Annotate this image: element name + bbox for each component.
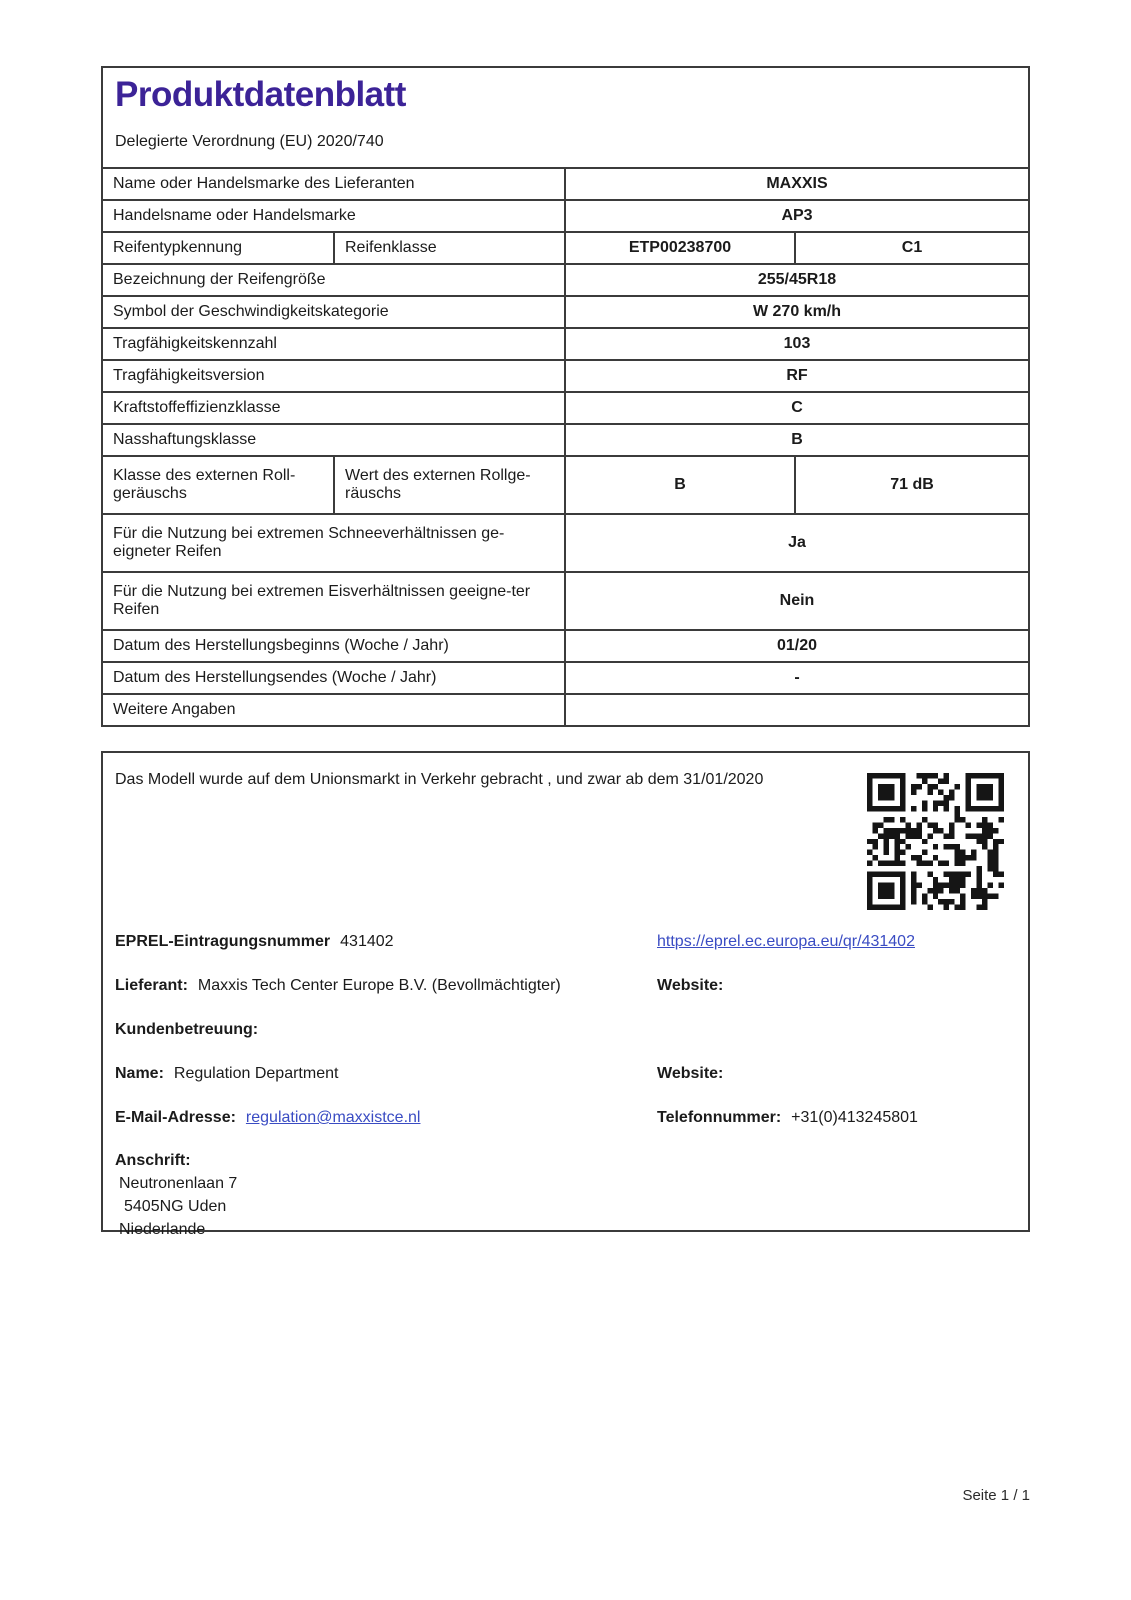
table-row — [103, 263, 1028, 295]
row-label: Reifentypkennung — [113, 239, 242, 256]
table-row — [103, 513, 1028, 571]
row-label: Weitere Angaben — [113, 701, 236, 718]
row-value: RF — [564, 361, 1028, 391]
row-value: - — [564, 663, 1028, 693]
table-row — [103, 167, 1028, 199]
address-line: 5405NG Uden — [124, 1198, 227, 1215]
row-label: Datum des Herstellungsendes (Woche / Jahr) — [113, 669, 437, 686]
row-value: 01/20 — [564, 631, 1028, 661]
customer-service-label: Kundenbetreuung: — [115, 1021, 259, 1038]
row-value: 255/45R18 — [564, 265, 1028, 295]
table-row — [103, 391, 1028, 423]
table-row — [103, 693, 1028, 725]
table-row — [103, 327, 1028, 359]
product-datasheet — [101, 66, 1030, 1238]
row-value: ETP00238700 — [564, 233, 794, 263]
row-value: 71 dB — [794, 457, 1028, 513]
document-subtitle: Delegierte Verordnung (EU) 2020/740 — [115, 133, 384, 150]
row-label: Bezeichnung der Reifengröße — [113, 271, 326, 288]
row-label: Datum des Herstellungsbeginns (Woche / Jahr) — [113, 637, 449, 654]
customer-service-row — [115, 1019, 1016, 1041]
row-value: C1 — [794, 233, 1028, 263]
table-row — [103, 571, 1028, 629]
address-block — [115, 1149, 1016, 1241]
eprel-row — [115, 931, 1016, 953]
table-row — [103, 455, 1028, 513]
name-label: Name: — [115, 1065, 164, 1082]
table-row — [103, 359, 1028, 391]
row-label: Für die Nutzung bei extremen Eisverhältnissen geeigne-ter Reifen — [113, 583, 531, 618]
supplier-row — [115, 975, 1016, 997]
row-value: 103 — [564, 329, 1028, 359]
phone-value: +31(0)413245801 — [791, 1109, 918, 1126]
row-label: Symbol der Geschwindigkeitskategorie — [113, 303, 389, 320]
table-row — [103, 423, 1028, 455]
market-info-panel — [101, 751, 1030, 1238]
eprel-label: EPREL-Eintragungsnummer — [115, 933, 331, 950]
table-row — [103, 199, 1028, 231]
table-row — [103, 231, 1028, 263]
eprel-link[interactable]: https://eprel.ec.europa.eu/qr/431402 — [657, 933, 915, 950]
row-value: W 270 km/h — [564, 297, 1028, 327]
row-label: Kraftstoffeffizienzklasse — [113, 399, 281, 416]
table-row — [103, 661, 1028, 693]
row-value: MAXXIS — [564, 169, 1028, 199]
email-row — [115, 1107, 1016, 1129]
row-value: AP3 — [564, 201, 1028, 231]
page-number: Seite 1 / 1 — [962, 1487, 1030, 1504]
row-label: Wert des externen Rollge-räuschs — [333, 457, 564, 513]
row-value: Ja — [564, 515, 1028, 571]
product-data-table — [101, 66, 1030, 727]
supplier-label: Lieferant: — [115, 977, 188, 994]
qr-code — [867, 773, 1004, 910]
row-value: B — [564, 425, 1028, 455]
row-label: Handelsname oder Handelsmarke — [113, 207, 356, 224]
supplier-value: Maxxis Tech Center Europe B.V. (Bevollmächtigter) — [197, 977, 561, 994]
row-label: Klasse des externen Roll-geräuschs — [113, 467, 296, 502]
name-row — [115, 1063, 1016, 1085]
row-label: Name oder Handelsmarke des Lieferanten — [113, 175, 415, 192]
document-title: Produktdatenblatt — [115, 75, 406, 114]
email-link[interactable]: regulation@maxxistce.nl — [245, 1109, 421, 1126]
name-value: Regulation Department — [173, 1065, 339, 1082]
row-value: C — [564, 393, 1028, 423]
phone-label: Telefonnummer: — [657, 1109, 782, 1126]
row-value — [564, 695, 1028, 725]
row-label: Tragfähigkeitsversion — [113, 367, 265, 384]
row-value: B — [564, 457, 794, 513]
address-line: Niederlande — [119, 1221, 206, 1238]
website-label: Website: — [657, 977, 724, 994]
row-label: Reifenklasse — [333, 233, 564, 263]
address-line: Neutronenlaan 7 — [119, 1175, 238, 1192]
email-label: E-Mail-Adresse: — [115, 1109, 236, 1126]
table-header — [103, 68, 1028, 167]
eprel-value: 431402 — [340, 933, 394, 950]
website-label: Website: — [657, 1065, 724, 1082]
table-row — [103, 295, 1028, 327]
row-value: Nein — [564, 573, 1028, 629]
market-statement: Das Modell wurde auf dem Unionsmarkt in Verkehr gebracht , und zwar ab dem 31/01/2020 — [115, 771, 764, 788]
table-row — [103, 629, 1028, 661]
row-label: Tragfähigkeitskennzahl — [113, 335, 277, 352]
row-label: Für die Nutzung bei extremen Schneeverhältnissen ge-eigneter Reifen — [113, 525, 505, 560]
address-label: Anschrift: — [115, 1152, 191, 1169]
row-label: Nasshaftungsklasse — [113, 431, 257, 448]
contact-info — [115, 931, 1016, 1241]
